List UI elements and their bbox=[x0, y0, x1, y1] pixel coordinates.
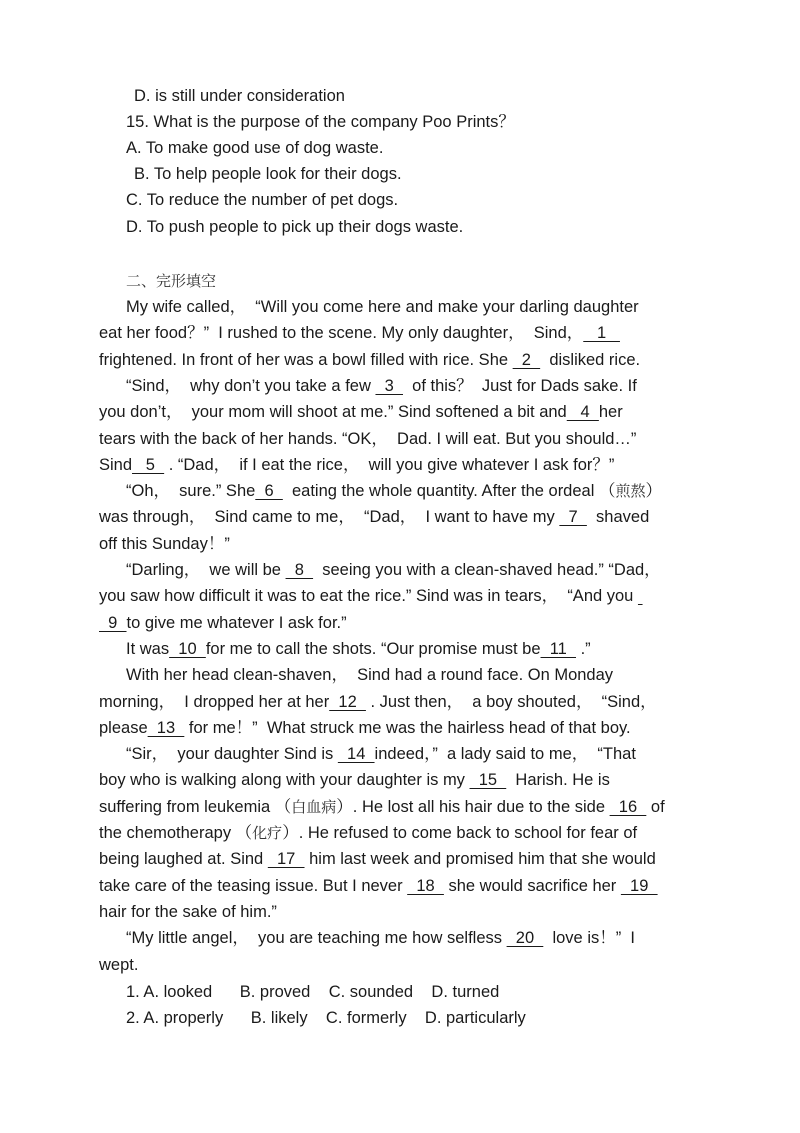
passage-text: you don’t， your mom will shoot at me.” Sind softened a bit and bbox=[99, 403, 567, 422]
passage-text: eat her food？” I rushed to the scene. My only daughter， Sind， bbox=[99, 324, 584, 343]
question-15-option-c: C. To reduce the number of pet dogs. bbox=[126, 191, 399, 209]
passage-line bbox=[126, 665, 613, 685]
blank-number: 6 bbox=[255, 482, 283, 501]
blank-number: 8 bbox=[285, 561, 314, 579]
passage-text: boy who is walking along with your daughter is my bbox=[99, 771, 470, 790]
passage-line bbox=[99, 902, 277, 922]
question-15-text: 15. What is the purpose of the company Poo Prints？ bbox=[126, 113, 515, 131]
section-heading: 二、完形填空 bbox=[126, 272, 217, 290]
passage-line bbox=[99, 455, 614, 475]
passage-text: suffering from leukemia （ bbox=[99, 797, 292, 816]
blank-number: 18 bbox=[407, 876, 444, 895]
blank-number: 17 bbox=[267, 850, 305, 869]
answer-options-q2: 2. A. properly B. likely C. formerly D. particularly bbox=[126, 1009, 526, 1027]
blank-number: 1 bbox=[583, 324, 620, 343]
passage-line bbox=[126, 376, 637, 396]
passage-text: of this？ Just for Dads sake. If bbox=[402, 376, 637, 395]
passage-text: for me to call the shots. “Our promise must be bbox=[205, 639, 541, 658]
passage-line bbox=[99, 534, 230, 554]
passage-text: “Sir， your daughter Sind is bbox=[126, 745, 338, 764]
passage-text: ） bbox=[645, 482, 662, 501]
passage-line bbox=[99, 586, 643, 606]
blank-number: 15 bbox=[469, 771, 507, 790]
passage-text: It was bbox=[126, 639, 170, 658]
blank-number: 13 bbox=[147, 718, 185, 737]
passage-line bbox=[99, 692, 657, 712]
passage-text: she would sacrifice her bbox=[443, 876, 621, 895]
passage-text: indeed，” a lady said to me， “That bbox=[374, 745, 636, 764]
passage-line bbox=[99, 429, 636, 449]
chinese-gloss: 白血病 bbox=[291, 797, 337, 816]
blank-number: 16 bbox=[609, 797, 647, 816]
passage-text: morning， I dropped her at her bbox=[99, 692, 330, 711]
passage-line bbox=[99, 350, 640, 370]
blank-number: 7 bbox=[559, 508, 587, 527]
blank-number: 20 bbox=[506, 929, 544, 948]
question-15-option-d: D. To push people to pick up their dogs waste. bbox=[126, 218, 464, 236]
passage-text: shaved bbox=[586, 508, 650, 527]
passage-text: disliked rice. bbox=[540, 350, 641, 369]
passage-line bbox=[99, 402, 623, 422]
passage-text: tears with the back of her hands. “OK， Dad. I will eat. But you should…” bbox=[99, 429, 637, 448]
passage-text: “Darling， we will be bbox=[126, 561, 286, 579]
passage-line bbox=[99, 770, 610, 790]
question-15-option-b: B. To help people look for their dogs. bbox=[134, 165, 402, 183]
passage-line bbox=[99, 323, 620, 343]
passage-line bbox=[99, 507, 649, 527]
passage-line bbox=[126, 560, 661, 580]
passage-text: love is！” I bbox=[543, 929, 635, 948]
blank-number: 12 bbox=[329, 692, 366, 711]
passage-text: him last week and promised him that she would bbox=[304, 850, 656, 869]
passage-text: “Sind， why don’t you take a few bbox=[126, 376, 376, 395]
passage-text: off this Sunday！” bbox=[99, 534, 230, 553]
passage-text: Harish. He is bbox=[506, 771, 610, 790]
passage-text: to give me whatever I ask for.” bbox=[126, 613, 347, 632]
chinese-gloss: 煎熬 bbox=[615, 482, 646, 501]
answer-options-q1: 1. A. looked B. proved C. sounded D. turned bbox=[126, 983, 500, 1001]
passage-text: . “Dad， if I eat the rice， will you give whatever I ask for？” bbox=[164, 455, 615, 474]
passage-line bbox=[126, 639, 591, 659]
passage-text: eating the whole quantity. After the ordeal （ bbox=[282, 482, 616, 501]
passage-line bbox=[126, 297, 639, 317]
passage-text: ）. He lost all his hair due to the side bbox=[336, 797, 610, 816]
passage-text: “My little angel， you are teaching me how selfless bbox=[126, 929, 507, 948]
passage-text: With her head clean-shaven， Sind had a round face. On Monday bbox=[126, 666, 614, 685]
passage-text: hair for the sake of him.” bbox=[99, 902, 277, 921]
blank-number: 2 bbox=[512, 350, 541, 369]
passage-text: you saw how difficult it was to eat the rice.” Sind was in tears， “And you bbox=[99, 587, 638, 606]
passage-text: frightened. In front of her was a bowl filled with rice. She bbox=[99, 350, 513, 369]
passage-text: being laughed at. Sind bbox=[99, 850, 268, 869]
blank-number: 9 bbox=[99, 613, 127, 632]
passage-text: “Oh， sure.” She bbox=[126, 482, 256, 501]
passage-line bbox=[99, 876, 658, 896]
passage-text: take care of the teasing issue. But I never bbox=[99, 876, 408, 895]
blank-number: 3 bbox=[375, 376, 403, 395]
passage-line bbox=[99, 613, 347, 633]
question-15-option-a: A. To make good use of dog waste. bbox=[126, 139, 384, 157]
blank-number bbox=[638, 587, 643, 605]
passage-line bbox=[126, 928, 635, 948]
passage-text: My wife called， “Will you come here and make your darling daughter bbox=[126, 298, 639, 316]
passage-text: ）. He refused to come back to school for fear of bbox=[282, 824, 638, 842]
blank-number: 5 bbox=[132, 455, 165, 474]
passage-text: the chemotherapy （ bbox=[99, 824, 253, 842]
passage-text: for me！” What struck me was the hairless head of that boy. bbox=[184, 718, 631, 737]
passage-text: of bbox=[646, 797, 665, 816]
passage-line bbox=[99, 955, 138, 975]
passage-line bbox=[126, 744, 636, 764]
blank-number: 11 bbox=[540, 639, 576, 658]
passage-text: wept. bbox=[99, 955, 139, 974]
passage-text: seeing you with a clean-shaved head.” “Dad， bbox=[313, 561, 661, 579]
passage-line bbox=[99, 823, 637, 843]
blank-number: 14 bbox=[337, 745, 375, 764]
passage-line bbox=[99, 718, 631, 738]
passage-text: was through， Sind came to me， “Dad， I want to have my bbox=[99, 508, 560, 527]
passage-text: .” bbox=[576, 639, 591, 658]
passage-text: . Just then， a boy shouted， “Sind， bbox=[365, 692, 657, 711]
passage-line bbox=[99, 797, 665, 817]
passage-text: Sind bbox=[99, 455, 133, 474]
blank-number: 19 bbox=[620, 876, 658, 895]
passage-line bbox=[126, 481, 662, 501]
question-14-option-d: D. is still under consideration bbox=[134, 87, 345, 105]
chinese-gloss: 化疗 bbox=[252, 824, 283, 842]
passage-text: her bbox=[598, 403, 623, 422]
blank-number: 4 bbox=[566, 403, 599, 422]
passage-text: please bbox=[99, 718, 148, 737]
passage-line bbox=[99, 849, 656, 869]
blank-number: 10 bbox=[169, 639, 206, 658]
